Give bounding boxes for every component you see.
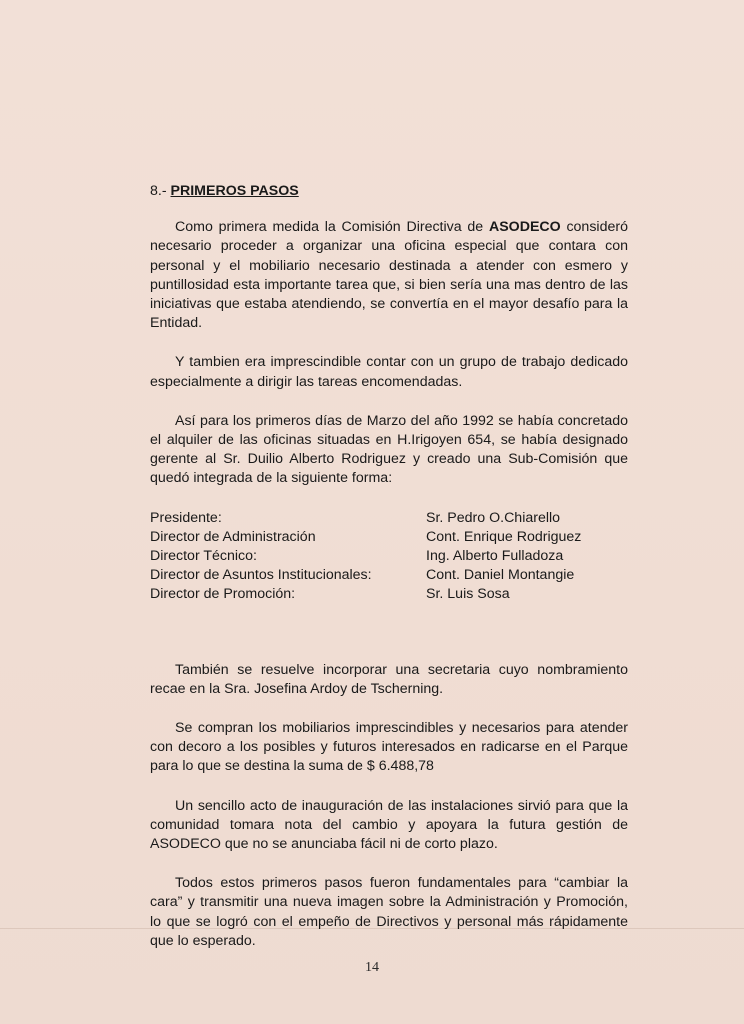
paragraph-6: Un sencillo acto de inauguración de las instalaciones sirvió para que la comunidad tomara nota del cambio y apoyara la futura gestión de ASODECO que no se anunciaba fácil ni de corto plazo. [150,797,628,852]
section-number: 8.- [150,183,167,199]
document-body [150,182,628,971]
committee-role: Director de Administración [150,528,316,545]
committee-role: Director de Asuntos Institucionales: [150,567,372,584]
committee-member: Ing. Alberto Fulladoza [426,548,564,565]
committee-role: Director Técnico: [150,548,257,565]
committee-row [150,528,628,547]
committee-row [150,547,628,566]
committee-member: Sr. Pedro O.Chiarello [426,509,561,526]
paragraph-7: Todos estos primeros pasos fueron fundamentales para “cambiar la cara” y transmitir una nueva imagen sobre la Administración y Promoción, lo que se logró con el empeño de Directivos y personal más rápidamente que lo esperado. [150,875,628,949]
paragraph-2: Y tambien era imprescindible contar con un grupo de trabajo dedicado especialmente a dirigir las tareas encomendadas. [150,354,628,390]
page-number: 14 [365,960,379,975]
section-heading [150,182,628,201]
paragraph-1 [150,218,628,333]
section-title: PRIMEROS PASOS [170,183,299,199]
paragraph-5: Se compran los mobiliarios imprescindibles y necesarios para atender con decoro a los posibles y futuros interesados en radicarse en el Parque para lo que se destina la suma de $ 6.488,78 [150,719,628,775]
paragraph-1-before: Como primera medida la Comisión Directiva de [175,219,484,236]
committee-list [150,509,628,605]
committee-row [150,566,628,585]
committee-row [150,585,628,604]
committee-role: Director de Promoción: [150,586,296,603]
committee-member: Sr. Luis Sosa [426,586,510,603]
paragraph-1-after: consideró necesario proceder a organizar una oficina especial que contara con personal y el mobiliario necesario destinada a atender con esmero y puntillosidad esta importante tarea que, si bien sería una mas dentro de las iniciativas que estaba atendiendo, se convertía en el mayor desafío para la Entidad. [150,219,628,332]
committee-member: Cont. Daniel Montangie [426,567,575,584]
committee-member: Cont. Enrique Rodriguez [426,528,582,545]
committee-role: Presidente: [150,509,222,526]
paragraph-4: También se resuelve incorporar una secretaria cuyo nombramiento recae en la Sra. Josefina Ardoy de Tscherning. [150,661,628,697]
brand-name: ASODECO [488,219,561,236]
committee-row [150,509,628,528]
paragraph-3: Así para los primeros días de Marzo del año 1992 se había concretado el alquiler de las oficinas situadas en H.Irigoyen 654, se había designado gerente al Sr. Duilio Alberto Rodriguez y creado una Sub-Comisión que quedó integrada de la siguiente forma: [150,412,628,487]
